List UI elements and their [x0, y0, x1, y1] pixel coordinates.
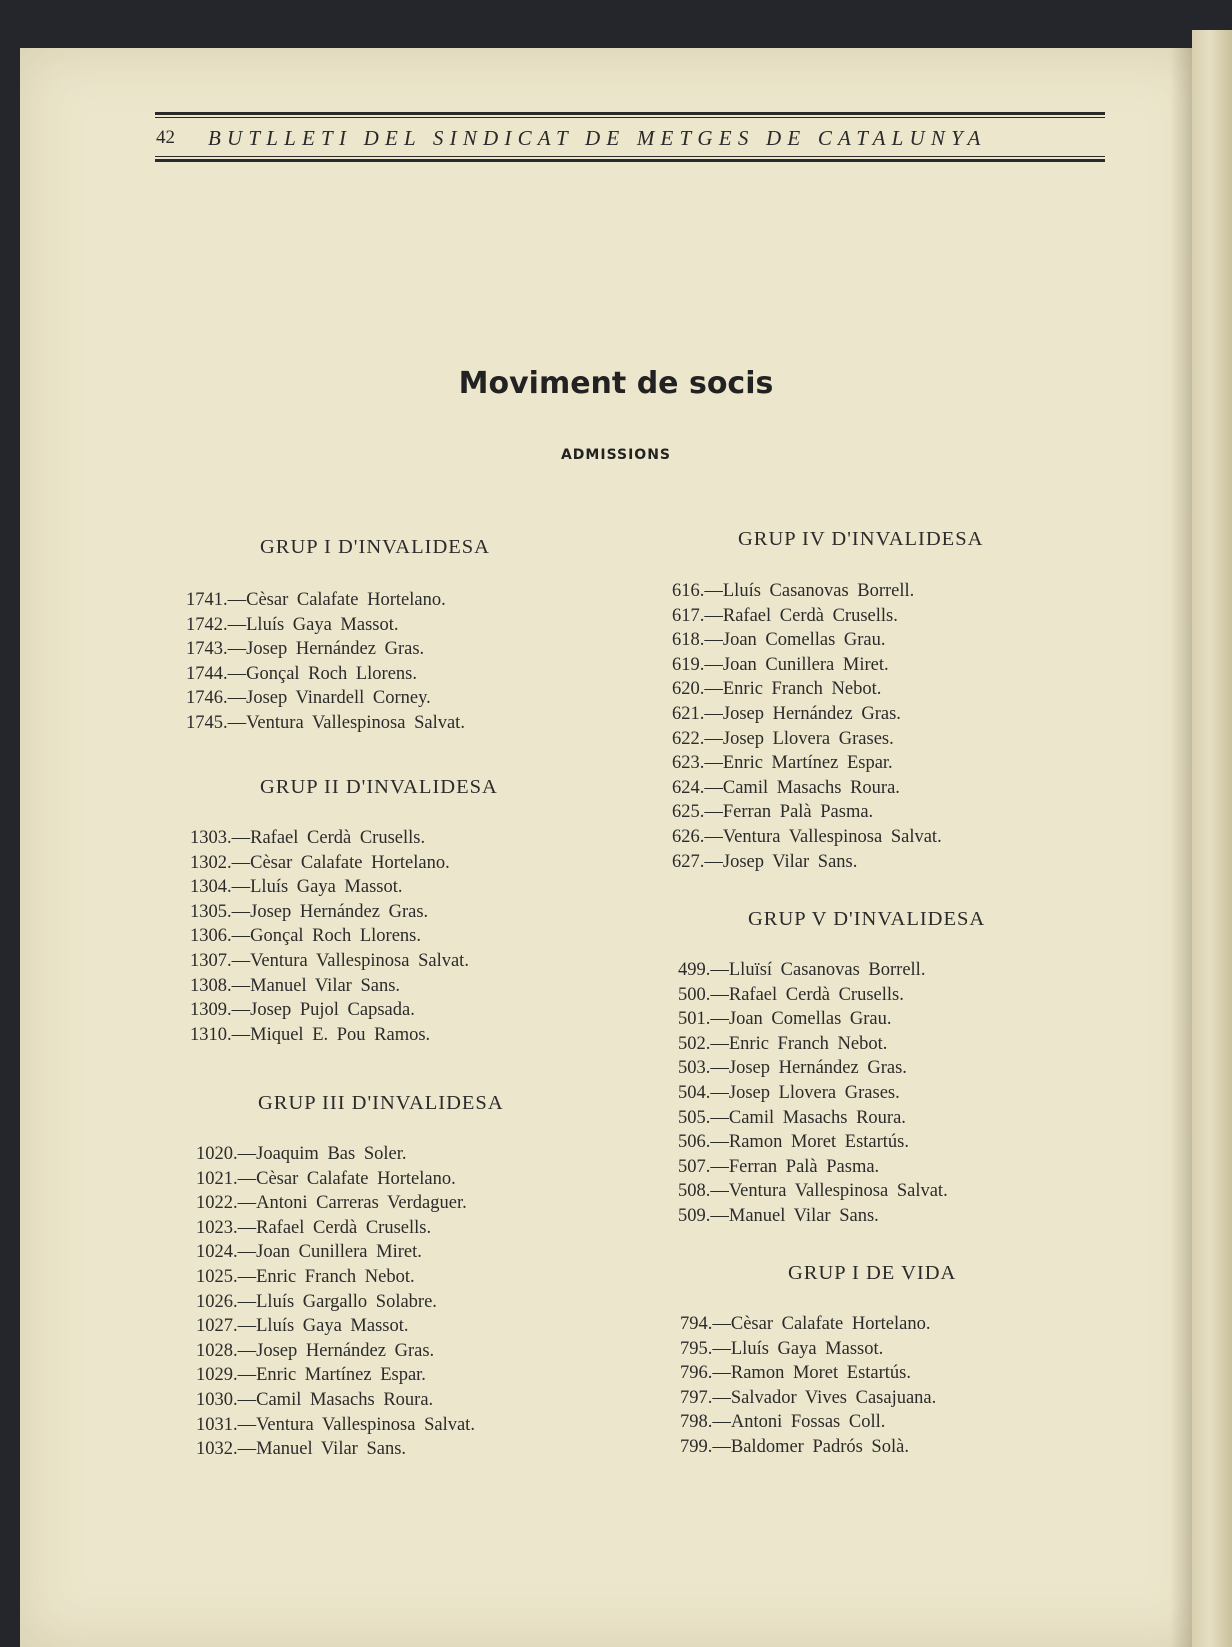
list-item: 1743.—Josep Hernández Gras. [186, 639, 425, 660]
list-item: 622.—Josep Llovera Grases. [672, 728, 894, 749]
list-item: 503.—Josep Hernández Gras. [678, 1058, 907, 1079]
list-item: 1030.—Camil Masachs Roura. [196, 1389, 434, 1410]
list-item: 1744.—Gonçal Roch Llorens. [186, 663, 417, 684]
header-rule-bottom [155, 159, 1105, 162]
list-item: 627.—Josep Vilar Sans. [672, 851, 858, 872]
page-title: Moviment de socis [458, 366, 774, 401]
list-item: 794.—Cèsar Calafate Hortelano. [680, 1314, 931, 1334]
list-item: 1307.—Ventura Vallespinosa Salvat. [190, 950, 469, 971]
list-item: 623.—Enric Martínez Espar. [672, 753, 893, 774]
page-edge [1192, 30, 1232, 1647]
list-item: 507.—Ferran Palà Pasma. [678, 1156, 880, 1177]
group-entries-list [680, 1312, 936, 1460]
list-item: 1025.—Enric Franch Nebot. [196, 1266, 415, 1287]
list-item: 795.—Lluís Gaya Massot. [680, 1338, 884, 1359]
group-heading: GRUP I DE VIDA [788, 1262, 957, 1284]
list-item: 1020.—Joaquim Bas Soler. [196, 1144, 407, 1164]
list-item: 625.—Ferran Palà Pasma. [672, 802, 874, 823]
list-item: 1302.—Cèsar Calafate Hortelano. [190, 852, 450, 873]
list-item: 798.—Antoni Fossas Coll. [680, 1412, 886, 1433]
running-header [156, 123, 1106, 153]
list-item: 618.—Joan Comellas Grau. [672, 630, 886, 651]
list-item: 1305.—Josep Hernández Gras. [190, 901, 429, 922]
list-item: 626.—Ventura Vallespinosa Salvat. [672, 826, 942, 847]
group-entries-list [190, 826, 469, 1047]
group-entries-list [678, 958, 948, 1229]
list-item: 1023.—Rafael Cerdà Crusells. [196, 1217, 432, 1238]
list-item: 1032.—Manuel Vilar Sans. [196, 1439, 407, 1460]
list-item: 1028.—Josep Hernández Gras. [196, 1340, 435, 1361]
list-item: 1310.—Miquel E. Pou Ramos. [190, 1024, 431, 1045]
list-item: 1022.—Antoni Carreras Verdaguer. [196, 1193, 467, 1214]
list-item: 1021.—Cèsar Calafate Hortelano. [196, 1168, 456, 1189]
group-heading: GRUP IV D'INVALIDESA [738, 528, 984, 550]
list-item: 1746.—Josep Vinardell Corney. [186, 688, 431, 709]
list-item: 796.—Ramon Moret Estartús. [680, 1363, 912, 1384]
list-item: 1742.—Lluís Gaya Massot. [186, 614, 399, 635]
list-item: 624.—Camil Masachs Roura. [672, 777, 900, 798]
group-heading: GRUP I D'INVALIDESA [260, 536, 490, 558]
list-item: 505.—Camil Masachs Roura. [678, 1107, 906, 1128]
list-item: 1024.—Joan Cunillera Miret. [196, 1242, 422, 1263]
list-item: 504.—Josep Llovera Grases. [678, 1082, 900, 1103]
list-item: 799.—Baldomer Padrós Solà. [680, 1436, 909, 1457]
list-item: 616.—Lluís Casanovas Borrell. [672, 581, 915, 601]
list-item: 509.—Manuel Vilar Sans. [678, 1205, 879, 1226]
list-item: 1308.—Manuel Vilar Sans. [190, 975, 401, 996]
page-number: 42 [156, 127, 175, 148]
list-item: 500.—Rafael Cerdà Crusells. [678, 984, 904, 1005]
list-item: 1027.—Lluís Gaya Massot. [196, 1316, 409, 1337]
list-item: 499.—Lluïsí Casanovas Borrell. [678, 960, 926, 980]
list-item: 797.—Salvador Vives Casajuana. [680, 1387, 937, 1408]
list-item: 502.—Enric Franch Nebot. [678, 1033, 888, 1054]
list-item: 1306.—Gonçal Roch Llorens. [190, 926, 421, 947]
list-item: 621.—Josep Hernández Gras. [672, 703, 901, 724]
list-item: 619.—Joan Cunillera Miret. [672, 654, 889, 675]
group-heading: GRUP III D'INVALIDESA [258, 1092, 504, 1114]
list-item: 1309.—Josep Pujol Capsada. [190, 1000, 415, 1021]
list-item: 1304.—Lluís Gaya Massot. [190, 877, 403, 898]
list-item: 617.—Rafael Cerdà Crusells. [672, 605, 898, 626]
group-entries-list [186, 588, 465, 736]
group-heading: GRUP V D'INVALIDESA [748, 908, 986, 930]
list-item: 1029.—Enric Martínez Espar. [196, 1365, 426, 1386]
page-fold-shadow [1170, 48, 1192, 1647]
header-rule-bottom-thin [155, 156, 1105, 157]
list-item: 1303.—Rafael Cerdà Crusells. [190, 828, 426, 848]
running-title: BUTLLETI DEL SINDICAT DE METGES DE CATALUNYA [208, 125, 987, 150]
header-rule-top-thin [155, 117, 1105, 118]
list-item: 1745.—Ventura Vallespinosa Salvat. [186, 712, 465, 733]
list-item: 1741.—Cèsar Calafate Hortelano. [186, 590, 446, 610]
list-item: 506.—Ramon Moret Estartús. [678, 1132, 910, 1153]
list-item: 501.—Joan Comellas Grau. [678, 1009, 892, 1030]
list-item: 620.—Enric Franch Nebot. [672, 679, 882, 700]
group-entries-list [672, 579, 942, 874]
list-item: 508.—Ventura Vallespinosa Salvat. [678, 1181, 948, 1202]
group-entries-list [196, 1142, 475, 1462]
header-rule-top [155, 112, 1105, 115]
list-item: 1031.—Ventura Vallespinosa Salvat. [196, 1414, 475, 1435]
page-subtitle: ADMISSIONS [560, 447, 672, 463]
group-heading: GRUP II D'INVALIDESA [260, 776, 498, 798]
list-item: 1026.—Lluís Gargallo Solabre. [196, 1291, 437, 1312]
